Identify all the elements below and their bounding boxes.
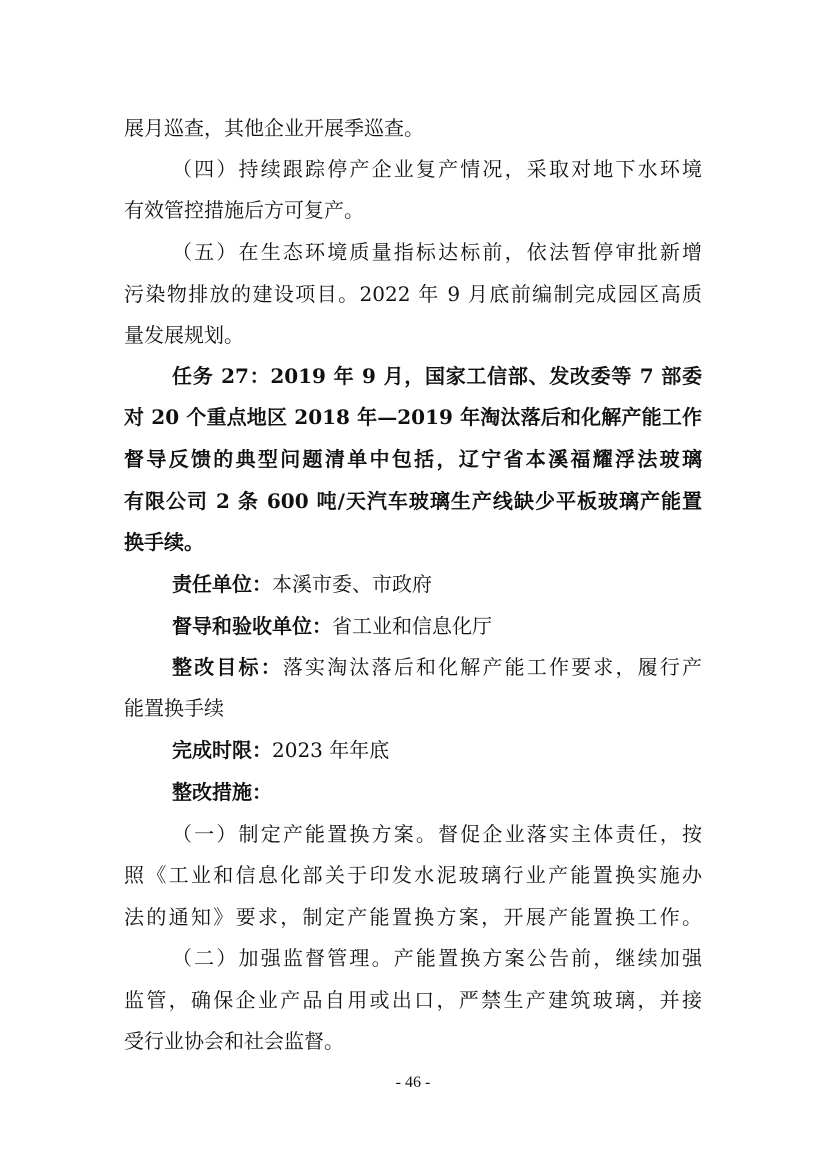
paragraph-line: 照《工业和信息化部关于印发水泥玻璃行业产能置换实施办: [124, 863, 702, 887]
field-value: 落实淘汰落后和化解产能工作要求，履行产: [282, 655, 703, 679]
paragraph-line: 能置换手续: [124, 696, 224, 720]
field-label: 整改目标：: [172, 655, 283, 679]
field-value: 2023 年年底: [272, 738, 390, 762]
task-title-line: 督导反馈的典型问题清单中包括，辽宁省本溪福耀浮法玻璃: [124, 447, 702, 471]
paragraph-line: 量发展规划。: [124, 323, 244, 347]
task-title-line: 有限公司 2 条 600 吨/天汽车玻璃生产线缺少平板玻璃产能置: [124, 489, 702, 513]
paragraph-line: 污染物排放的建设项目。2022 年 9 月底前编制完成园区高质: [124, 282, 702, 306]
paragraph-line: 受行业协会和社会监督。: [124, 1029, 344, 1053]
paragraph-line: （五）在生态环境质量指标达标前，依法暂停审批新增: [172, 240, 702, 264]
task-title-line: 任务 27：2019 年 9 月，国家工信部、发改委等 7 部委: [172, 364, 702, 388]
responsible-unit-line: [172, 570, 702, 598]
measures-heading: [172, 778, 702, 806]
field-label: 责任单位：: [172, 572, 272, 596]
field-label: 整改措施：: [172, 780, 272, 804]
paragraph-line: 有效管控措施后方可复产。: [124, 198, 364, 222]
field-value: 省工业和信息化厅: [332, 614, 492, 638]
paragraph-line: 法的通知》要求，制定产能置换方案，开展产能置换工作。: [124, 905, 702, 929]
field-label: 完成时限：: [172, 738, 272, 762]
paragraph-line: （一）制定产能置换方案。督促企业落实主体责任，按: [172, 822, 702, 846]
deadline-line: [172, 736, 702, 764]
rectification-goal-line: [172, 653, 702, 681]
supervision-unit-line: [172, 612, 702, 640]
paragraph-line: 展月巡查，其他企业开展季巡查。: [124, 116, 424, 140]
field-value: 本溪市委、市政府: [272, 572, 432, 596]
paragraph-line: （二）加强监督管理。产能置换方案公告前，继续加强: [172, 946, 702, 970]
task-title-line: 换手续。: [124, 530, 204, 554]
task-title-line: 对 20 个重点地区 2018 年—2019 年淘汰落后和化解产能工作: [124, 405, 702, 429]
page-number: - 46 -: [395, 1074, 431, 1091]
paragraph-line: 监管，确保企业产品自用或出口，严禁生产建筑玻璃，并接: [124, 988, 702, 1012]
paragraph-line: （四）持续跟踪停产企业复产情况，采取对地下水环境: [172, 157, 702, 181]
field-label: 督导和验收单位：: [172, 614, 332, 638]
